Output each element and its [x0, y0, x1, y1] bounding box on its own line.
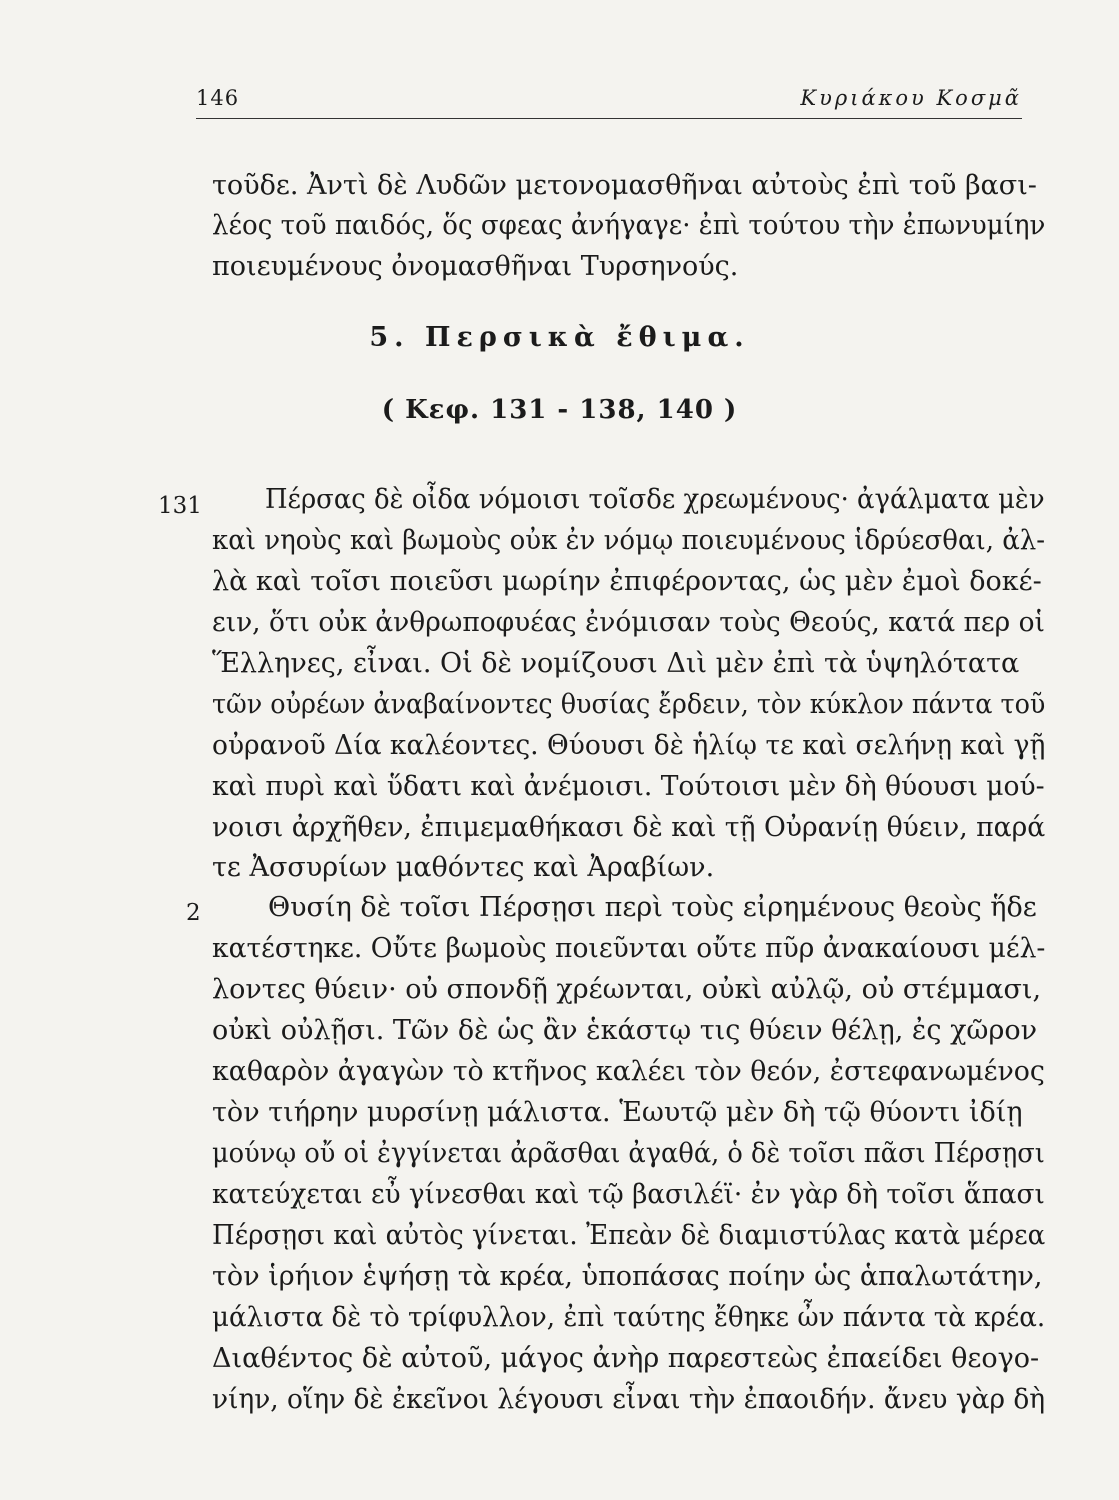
text-line: λοντες θύειν· οὐ σπονδῇ χρέωνται, οὐκὶ αὐλῷ, οὐ στέμμασι,: [212, 974, 1042, 1005]
text-line: ειν, ὅτι οὐκ ἀνθρωποφυέας ἐνόμισαν τοὺς Θεούς, κατά περ οἱ: [212, 607, 1045, 638]
text-line: Διαθέντος δὲ αὐτοῦ, μάγος ἀνὴρ παρεστεὼς ἐπαείδει θεογο-: [212, 1343, 1040, 1374]
text-line: κατεύχεται εὖ γίνεσθαι καὶ τῷ βασιλέϊ· ἐν γὰρ δὴ τοῖσι ἅπασι: [212, 1179, 1045, 1210]
text-line: νίην, οἵην δὲ ἐκεῖνοι λέγουσι εἶναι τὴν ἐπαοιδήν. ἄνευ γὰρ δὴ: [212, 1384, 1046, 1415]
running-head: Κυριάκου Κοσμᾶ: [800, 86, 1022, 110]
text-line: λέος τοῦ παιδός, ὅς σφεας ἀνήγαγε· ἐπὶ τούτου τὴν ἐπωνυμίην: [212, 210, 1046, 241]
text-line: μούνῳ οὔ οἱ ἐγγίνεται ἀρᾶσθαι ἀγαθά, ὁ δὲ τοῖσι πᾶσι Πέρσῃσι: [212, 1138, 1045, 1169]
text-line: τὸν τιήρην μυρσίνῃ μάλιστα. Ἑωυτῷ μὲν δὴ τῷ θύοντι ἰδίῃ: [212, 1097, 1023, 1128]
page-number: 146: [196, 86, 240, 110]
header-rule: [196, 118, 1022, 119]
text-line: τοῦδε. Ἀντὶ δὲ Λυδῶν μετονομασθῆναι αὐτοὺς ἐπὶ τοῦ βασι-: [212, 170, 1037, 201]
text-line: καὶ νηοὺς καὶ βωμοὺς οὐκ ἐν νόμῳ ποιευμένους ἱδρύεσθαι, ἀλ-: [212, 525, 1046, 556]
text-line: μάλιστα δὲ τὸ τρίφυλλον, ἐπὶ ταύτης ἔθηκε ὦν πάντα τὰ κρέα.: [212, 1302, 1046, 1333]
text-line: Πέρσας δὲ οἶδα νόμοισι τοῖσδε χρεωμένους· ἀγάλματα μὲν: [265, 484, 1045, 515]
text-line: κατέστηκε. Οὔτε βωμοὺς ποιεῦνται οὔτε πῦρ ἀνακαίουσι μέλ-: [212, 933, 1046, 964]
text-line: τε Ἀσσυρίων μαθόντες καὶ Ἀραβίων.: [212, 852, 715, 883]
text-line: Θυσίη δὲ τοῖσι Πέρσῃσι περὶ τοὺς εἰρημένους θεοὺς ἥδε: [268, 892, 1037, 923]
text-line: καὶ πυρὶ καὶ ὕδατι καὶ ἀνέμοισι. Τούτοισι μὲν δὴ θύουσι μού-: [212, 771, 1045, 802]
section-title: 5. Περσικὰ ἔθιμα.: [369, 322, 750, 353]
text-line: νοισι ἀρχῆθεν, ἐπιμεμαθήκασι δὲ καὶ τῇ Οὐρανίῃ θύειν, παρά: [212, 812, 1046, 843]
text-line: Ἕλληνες, εἶναι. Οἱ δὲ νομίζουσι Διὶ μὲν ἐπὶ τὰ ὑψηλότατα: [212, 648, 1020, 679]
text-line: τῶν οὐρέων ἀναβαίνοντες θυσίας ἔρδειν, τὸν κύκλον πάντα τοῦ: [212, 689, 1046, 720]
text-line: τὸν ἱρήιον ἑψήσῃ τὰ κρέα, ὑποπάσας ποίην ὡς ἁπαλωτάτην,: [212, 1261, 1043, 1292]
page-header: [196, 86, 1022, 116]
paragraph-number: 2: [186, 900, 201, 926]
text-line: οὐκὶ οὐλῇσι. Τῶν δὲ ὡς ἂν ἑκάστῳ τις θύειν θέλῃ, ἐς χῶρον: [212, 1015, 1037, 1046]
section-subtitle: ( Κεφ. 131 - 138, 140 ): [381, 395, 738, 425]
text-line: Πέρσῃσι καὶ αὐτὸς γίνεται. Ἐπεὰν δὲ διαμιστύλας κατὰ μέρεα: [212, 1220, 1046, 1251]
text-line: καθαρὸν ἀγαγὼν τὸ κτῆνος καλέει τὸν θεόν, ἐστεφανωμένος: [212, 1056, 1045, 1087]
text-line: ποιευμένους ὀνομασθῆναι Τυρσηνούς.: [212, 251, 739, 282]
chapter-number: 131: [158, 493, 202, 519]
text-line: οὐρανοῦ Δία καλέοντες. Θύουσι δὲ ἡλίῳ τε καὶ σελήνῃ καὶ γῇ: [212, 730, 1046, 761]
text-line: λὰ καὶ τοῖσι ποιεῦσι μωρίην ἐπιφέροντας, ὡς μὲν ἐμοὶ δοκέ-: [212, 566, 1042, 597]
